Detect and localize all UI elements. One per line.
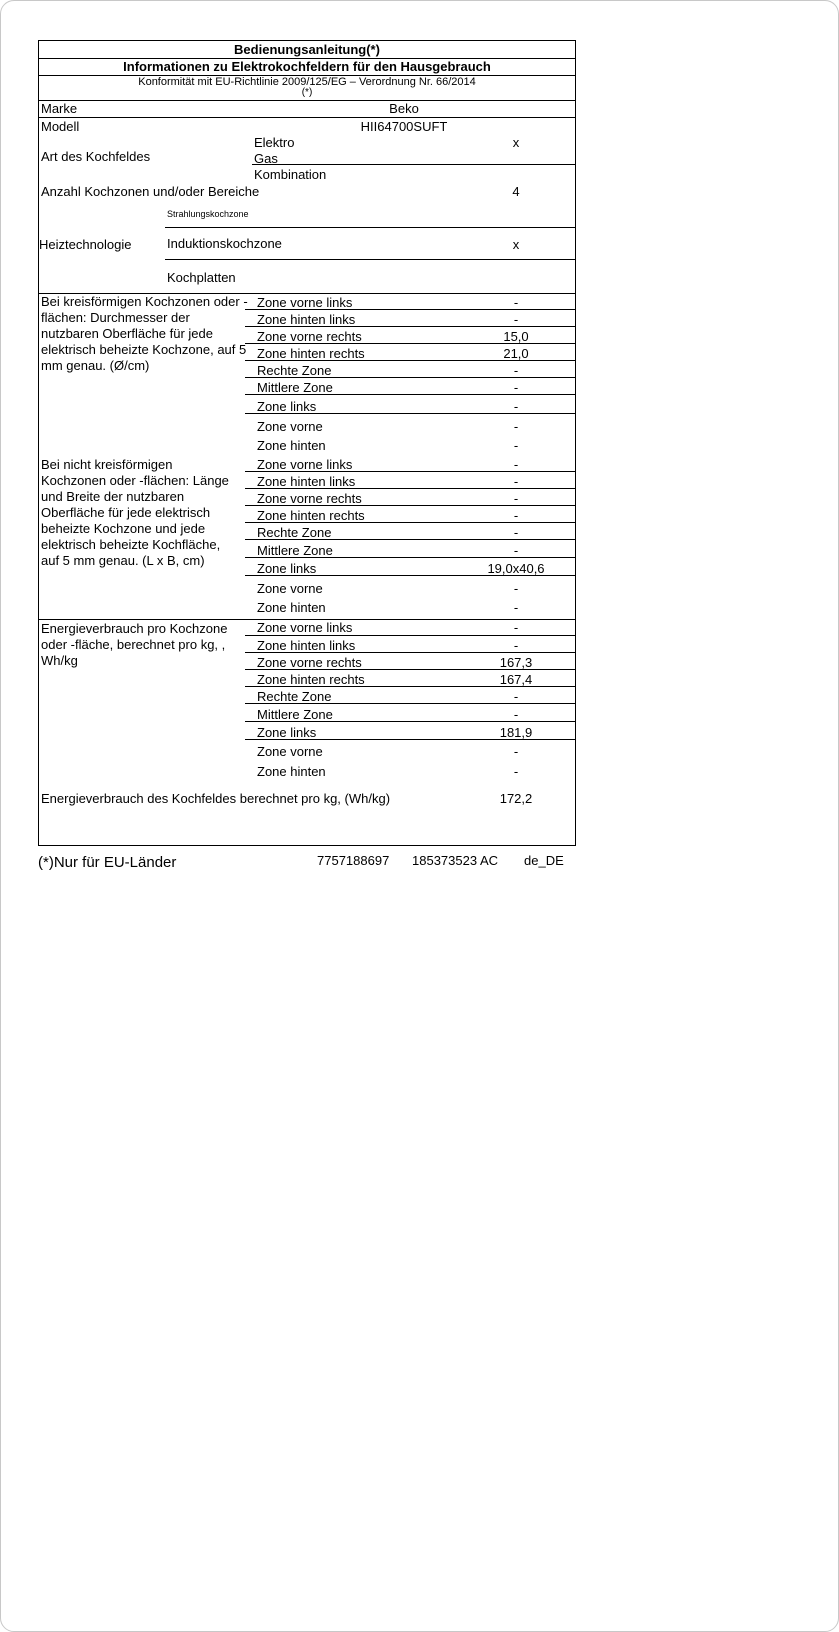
divider	[165, 259, 575, 260]
divider	[245, 394, 575, 395]
divider	[245, 326, 575, 327]
nonround-zones-description: Bei nicht kreisförmigen Kochzonen oder -flächen: Länge und Breite der nutzbaren Oberfläche für jede elektrisch beheizte Kochzone und jede elektrisch beheizte Kochfläche, auf 5 mm genau. (L x B, cm)	[41, 457, 229, 568]
zone-value: -	[513, 312, 519, 327]
hob-type-mark: x	[512, 135, 520, 150]
zone-name: Zone vorne links	[257, 457, 353, 472]
heating-mark: x	[512, 237, 520, 252]
divider	[245, 488, 575, 489]
zone-value: -	[513, 363, 519, 378]
zone-value: -	[513, 543, 519, 558]
zone-value: -	[513, 438, 519, 453]
zone-name: Zone vorne rechts	[257, 491, 362, 506]
zone-name: Mittlere Zone	[257, 707, 333, 722]
conformity-note: (*)	[301, 87, 313, 98]
energy-total-label: Energieverbrauch des Kochfeldes berechnet pro kg, (Wh/kg)	[41, 791, 391, 806]
energy-total-value: 172,2	[499, 791, 533, 806]
divider	[245, 505, 575, 506]
zone-name: Zone hinten links	[257, 312, 356, 327]
zone-value: -	[513, 764, 519, 779]
zone-name: Zone vorne rechts	[257, 329, 362, 344]
zone-value: -	[513, 457, 519, 472]
zone-value: -	[513, 419, 519, 434]
conformity-text: Konformität mit EU-Richtlinie 2009/125/EG – Verordnung Nr. 66/2014	[138, 76, 476, 88]
zone-name: Rechte Zone	[257, 363, 332, 378]
footer-code: 7757188697	[317, 853, 390, 868]
hob-type-option: Gas	[254, 151, 278, 166]
zones-count-value: 4	[512, 184, 520, 199]
divider	[245, 721, 575, 722]
divider	[245, 652, 575, 653]
document-subtitle: Informationen zu Elektrokochfeldern für den Hausgebrauch	[123, 59, 491, 74]
divider	[245, 686, 575, 687]
zone-value: -	[513, 707, 519, 722]
heating-option: Induktionskochzone	[167, 236, 282, 251]
divider	[245, 669, 575, 670]
brand-label: Marke	[41, 101, 78, 116]
zone-value: -	[513, 638, 519, 653]
divider	[165, 227, 575, 228]
divider	[245, 575, 575, 576]
zone-name: Zone hinten	[257, 438, 326, 453]
zone-name: Zone hinten rechts	[257, 672, 365, 687]
divider	[245, 413, 575, 414]
zone-value: 181,9	[499, 725, 533, 740]
zone-name: Zone links	[257, 725, 317, 740]
zone-name: Zone hinten	[257, 764, 326, 779]
divider	[245, 557, 575, 558]
zone-value: -	[513, 380, 519, 395]
divider	[245, 539, 575, 540]
zone-name: Zone hinten links	[257, 638, 356, 653]
divider	[245, 309, 575, 310]
zone-name: Zone vorne links	[257, 295, 353, 310]
footer-code: 185373523 AC	[412, 853, 499, 868]
zone-value: 21,0	[503, 346, 529, 361]
divider	[245, 522, 575, 523]
zone-name: Zone hinten rechts	[257, 508, 365, 523]
footer-locale: de_DE	[524, 853, 564, 868]
zone-value: -	[513, 491, 519, 506]
zone-name: Zone hinten links	[257, 474, 356, 489]
divider	[252, 164, 575, 165]
zone-name: Rechte Zone	[257, 525, 332, 540]
zone-value: -	[513, 474, 519, 489]
zone-name: Zone hinten rechts	[257, 346, 365, 361]
zone-name: Zone vorne links	[257, 620, 353, 635]
energy-zones-description: Energieverbrauch pro Kochzone oder -fläche, berechnet pro kg, , Wh/kg	[41, 621, 228, 668]
energy-label-sheet	[38, 40, 576, 846]
zone-name: Mittlere Zone	[257, 543, 333, 558]
heating-label: Heiztechnologie	[39, 237, 132, 252]
zone-name: Mittlere Zone	[257, 380, 333, 395]
round-zones-description: Bei kreisförmigen Kochzonen oder -flächen: Durchmesser der nutzbaren Oberfläche für jede elektrisch beheizte Kochzone, auf 5 mm genau. (Ø/cm)	[41, 294, 248, 373]
divider	[245, 360, 575, 361]
divider	[245, 377, 575, 378]
zone-name: Zone vorne	[257, 419, 323, 434]
hob-type-option: Kombination	[254, 167, 327, 182]
divider	[245, 471, 575, 472]
zone-value: -	[513, 508, 519, 523]
zone-name: Zone hinten	[257, 600, 326, 615]
divider	[245, 343, 575, 344]
heating-option: Strahlungskochzone	[167, 209, 249, 219]
hob-type-label: Art des Kochfeldes	[41, 149, 151, 164]
divider	[245, 635, 575, 636]
document-title: Bedienungsanleitung(*)	[234, 42, 380, 57]
zone-value: -	[513, 581, 519, 596]
hob-type-option: Elektro	[254, 135, 295, 150]
heating-option: Kochplatten	[167, 270, 236, 285]
zone-name: Rechte Zone	[257, 689, 332, 704]
zone-value: -	[513, 399, 519, 414]
zone-name: Zone vorne rechts	[257, 655, 362, 670]
divider	[245, 703, 575, 704]
zone-value: 167,3	[499, 655, 533, 670]
zone-value: -	[513, 525, 519, 540]
zone-value: 19,0x40,6	[487, 561, 545, 576]
zone-name: Zone vorne	[257, 744, 323, 759]
zone-value: -	[513, 620, 519, 635]
divider	[39, 117, 575, 118]
model-label: Modell	[41, 119, 80, 134]
zone-value: -	[513, 689, 519, 704]
zone-name: Zone links	[257, 399, 317, 414]
zone-value: -	[513, 600, 519, 615]
zone-name: Zone vorne	[257, 581, 323, 596]
divider	[39, 100, 575, 101]
footer-note: (*)Nur für EU-Länder	[38, 854, 177, 871]
zone-value: 15,0	[503, 329, 529, 344]
zone-value: 167,4	[499, 672, 533, 687]
brand-value: Beko	[389, 101, 419, 116]
zone-value: -	[513, 295, 519, 310]
model-value: HII64700SUFT	[360, 119, 448, 134]
divider	[245, 739, 575, 740]
zone-name: Zone links	[257, 561, 317, 576]
zone-value: -	[513, 744, 519, 759]
zones-count-label: Anzahl Kochzonen und/oder Bereiche	[41, 184, 260, 199]
